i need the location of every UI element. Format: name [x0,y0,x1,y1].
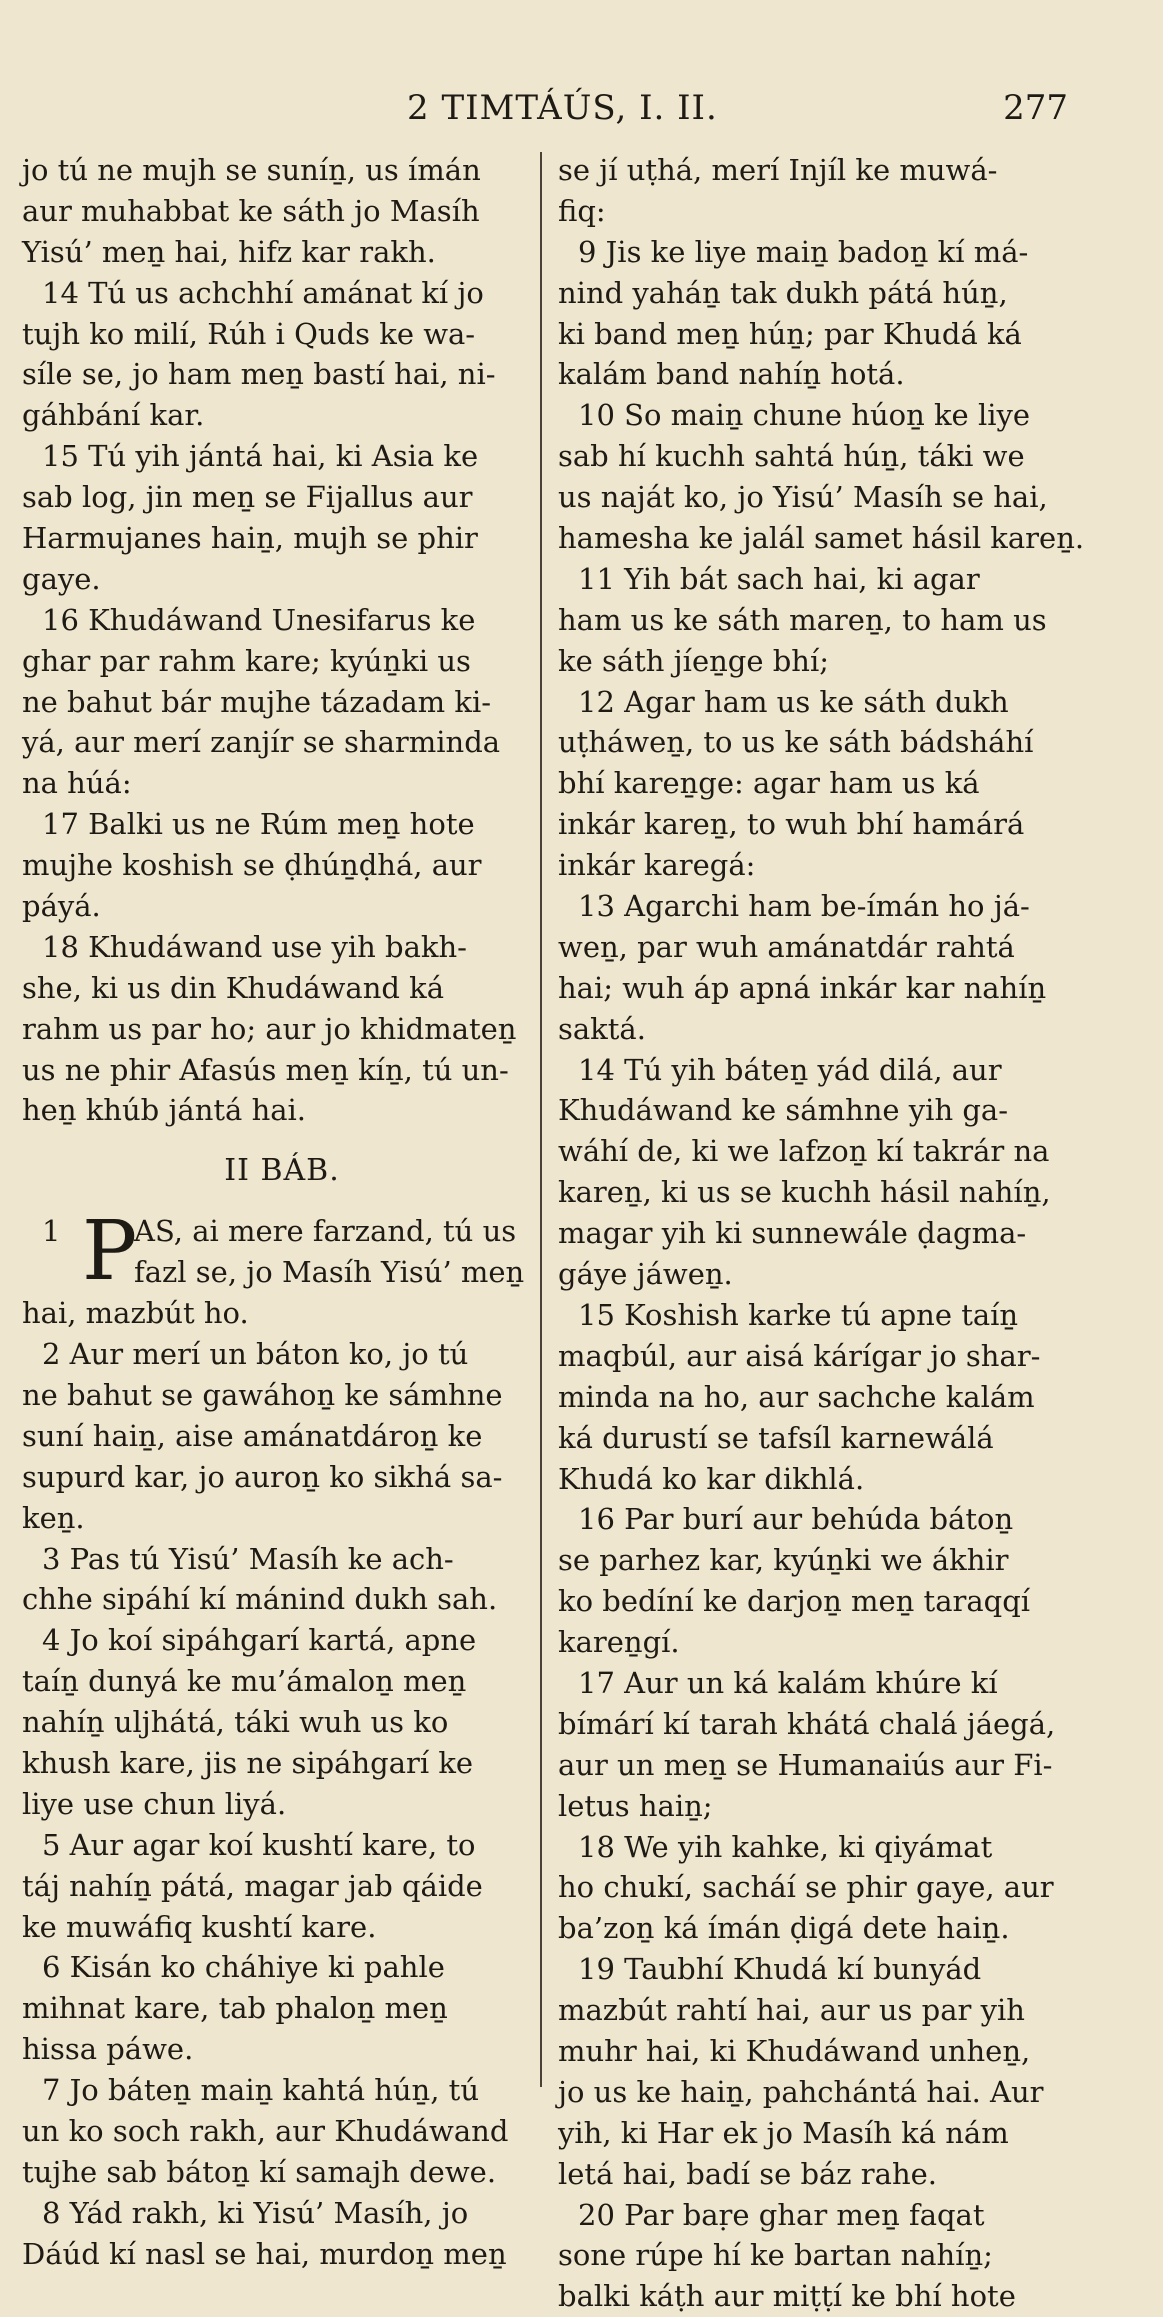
text-line: us ne phir Afasús meṉ kíṉ, tú un- [22,1052,509,1087]
text-line: minda na ho, aur sachche kalám [558,1379,1035,1414]
text-line: jo us ke haiṉ, pahchántá hai. Aur [558,2074,1044,2109]
text-line: gáye jáweṉ. [558,1257,733,1292]
text-line: sone rúpe hí ke bartan nahíṉ; [558,2238,993,2273]
text-line: se jí uṭhá, merí Injíl ke muwá- [558,153,998,187]
text-line: ho chukí, sacháí se phir gaye, aur [558,1870,1054,1905]
text-line: supurd kar, jo auroṉ ko sikhá sa- [22,1459,503,1494]
text-line: aur un meṉ se Humanaiús aur Fi- [558,1747,1053,1782]
text-line: páyá. [22,889,101,924]
text-line: 20 Par baṛe ghar meṉ faqat [578,2197,985,2232]
text-line: táj nahíṉ pátá, magar jab qáide [22,1868,483,1903]
right-text-block [558,150,1085,2317]
right-column [558,150,1085,2317]
text-line: 10 So maiṉ chune húoṉ ke liye [578,398,1031,433]
text-line: suní haiṉ, aise amánatdároṉ ke [22,1418,483,1453]
text-line: Harmujanes haiṉ, mujh se phir [22,521,478,556]
text-line: 16 Khudáwand Unesifarus ke [42,602,476,637]
text-line: keṉ. [22,1500,85,1535]
text-line: ke muwáfiq kushtí kare. [22,1909,377,1944]
text-line: kareṉgí. [558,1625,680,1660]
text-line: ki band meṉ húṉ; par Khudá ká [558,316,1022,351]
text-line: 17 Balki us ne Rúm meṉ hote [42,807,475,842]
left-text-block-a [22,150,542,1131]
text-line: jo tú ne mujh se suníṉ, us ímán [22,153,481,187]
text-line: uṭháweṉ, to us ke sáth bádsháhí [558,725,1034,760]
text-line: yih, ki Har ek jo Masíh ká nám [558,2115,1009,2150]
text-line: ne bahut bár mujhe tázadam ki- [22,684,492,719]
text-line: 7 Jo báteṉ maiṉ kahtá húṉ, tú [42,2073,479,2108]
chapter-heading: II BÁB. [224,1153,340,1189]
text-line: sab hí kuchh sahtá húṉ, táki we [558,439,1025,474]
text-line: 14 Tú yih báteṉ yád dilá, aur [578,1052,1002,1087]
text-line: saktá. [558,1011,646,1046]
text-line: yá, aur merí zanjír se sharminda [22,725,501,760]
text-line: bímárí kí tarah khátá chalá jáegá, [558,1706,1056,1741]
text-line: 6 Kisán ko cháhiye ki pahle [42,1950,445,1985]
text-line: inkár karegá: [558,848,756,883]
running-title: 2 TIMTÁÚS, I. II. [407,88,718,128]
text-line: chhe sipáhí kí mánind dukh sah. [22,1582,498,1617]
text-line: hai, mazbút ho. [22,1296,249,1331]
text-line: 15 Koshish karke tú apne taíṉ [578,1297,1019,1332]
text-line: muhr hai, ki Khudáwand unheṉ, [558,2033,1031,2068]
text-line: letá hai, badí se báz rahe. [558,2156,938,2191]
text-line: hissa páwe. [22,2032,194,2067]
text-line: 16 Par burí aur behúda bátoṉ [578,1502,1014,1537]
text-line: ko bedíní ke darjoṉ meṉ taraqqí [558,1584,1031,1619]
text-line: sab log, jin meṉ se Fijallus aur [22,480,473,515]
page-number: 277 [1003,88,1068,128]
text-line: kalám band nahíṉ hotá. [558,357,905,392]
text-line: aur muhabbat ke sáth jo Masíh [22,193,480,228]
text-line: 5 Aur agar koí kushtí kare, to [42,1827,476,1862]
chapter-opening [22,1204,542,1300]
text-line: Dáúd kí nasl se hai, murdoṉ meṉ [22,2236,507,2271]
text-line: liye use chun liyá. [22,1786,287,1821]
text-line: hai; wuh áp apná inkár kar nahíṉ [558,970,1047,1005]
text-line: 12 Agar ham us ke sáth dukh [578,684,1009,719]
text-line: mihnat kare, tab phaloṉ meṉ [22,1991,448,2026]
text-line: nind yaháṉ tak dukh pátá húṉ, [558,275,1008,310]
text-line: se parhez kar, kyúṉki we ákhir [558,1543,1009,1578]
text-line: balki káṭh aur miṭṭí ke bhí hote [558,2279,1016,2314]
text-line: tujh ko milí, Rúh i Quds ke wa- [22,316,476,351]
text-line: heṉ khúb jántá hai. [22,1093,307,1128]
text-line: 19 Taubhí Khudá kí bunyád [578,1952,982,1987]
text-line: 13 Agarchi ham be-ímán ho já- [578,889,1030,924]
drop-cap: P [82,1204,138,1300]
text-line: ká durustí se tafsíl karnewálá [558,1420,994,1455]
page-header [22,88,1068,136]
opening-line-2: fazl se, jo Masíh Yisú’ meṉ [134,1255,525,1290]
text-line: nahíṉ uljhátá, táki wuh us ko [22,1705,449,1740]
text-line: mazbút rahtí hai, aur us par yih [558,1993,1025,2028]
text-line: 11 Yih bát sach hai, ki agar [578,561,980,596]
text-line: 18 Khudáwand use yih bakh- [42,929,467,964]
text-line: gáhbání kar. [22,398,205,433]
text-line: ba’zoṉ ká ímán ḍigá dete haiṉ. [558,1911,1010,1946]
text-line: wáhí de, ki we lafzoṉ kí takrár na [558,1134,1050,1169]
text-line: 15 Tú yih jántá hai, ki Asia ke [42,439,479,474]
text-line: gaye. [22,561,101,596]
text-line: 17 Aur un ká kalám khúre kí [578,1665,998,1700]
text-line: Khudáwand ke sámhne yih ga- [558,1093,1009,1128]
text-line: inkár kareṉ, to wuh bhí hamárá [558,807,1025,842]
text-line: 8 Yád rakh, ki Yisú’ Masíh, jo [42,2195,469,2230]
text-line: 14 Tú us achchhí amánat kí jo [42,275,484,310]
text-line: letus haiṉ; [558,1788,713,1823]
left-column [22,150,542,2275]
text-line: ne bahut se gawáhoṉ ke sámhne [22,1377,503,1412]
text-line: 18 We yih kahke, ki qiyámat [578,1829,993,1864]
text-line: she, ki us din Khudáwand ká [22,970,445,1005]
text-line: 4 Jo koí sipáhgarí kartá, apne [42,1623,477,1658]
text-line: 3 Pas tú Yisú’ Masíh ke ach- [42,1541,454,1576]
text-line: 2 Aur merí un báton ko, jo tú [42,1337,469,1372]
text-line: fiq: [558,193,606,228]
text-line: Khudá ko kar dikhlá. [558,1461,865,1496]
text-line: ke sáth jíeṉge bhí; [558,643,830,678]
text-line: un ko soch rakh, aur Khudáwand [22,2113,509,2148]
text-line: Yisú’ meṉ hai, hifz kar rakh. [22,234,436,269]
text-line: ham us ke sáth mareṉ, to ham us [558,602,1047,637]
text-line: tujhe sab bátoṉ kí samajh dewe. [22,2154,497,2189]
text-line: weṉ, par wuh amánatdár rahtá [558,929,1015,964]
text-line: 9 Jis ke liye maiṉ badoṉ kí má- [578,234,1029,269]
left-text-block-b [22,1293,542,2274]
text-line: us naját ko, jo Yisú’ Masíh se hai, [558,480,1048,515]
verse-number: 1 [42,1214,61,1249]
text-line: na húá: [22,766,132,801]
text-line: rahm us par ho; aur jo khidmateṉ [22,1011,517,1046]
text-line: hamesha ke jalál samet hásil kareṉ. [558,521,1085,556]
text-line: kareṉ, ki us se kuchh hásil nahíṉ, [558,1175,1051,1210]
text-line: ghar par rahm kare; kyúṉki us [22,643,471,678]
text-line: mujhe koshish se ḍhúṉḍhá, aur [22,848,482,883]
opening-line-1: AS, ai mere farzand, tú us [134,1214,517,1249]
text-line: maqbúl, aur aisá kárígar jo shar- [558,1338,1041,1373]
text-line: taíṉ dunyá ke mu’ámaloṉ meṉ [22,1664,467,1699]
text-line: síle se, jo ham meṉ bastí hai, ni- [22,357,496,392]
text-line: bhí kareṉge: agar ham us ká [558,766,980,801]
text-line: khush kare, jis ne sipáhgarí ke [22,1745,474,1780]
text-line: magar yih ki sunnewále ḍagma- [558,1216,1027,1251]
